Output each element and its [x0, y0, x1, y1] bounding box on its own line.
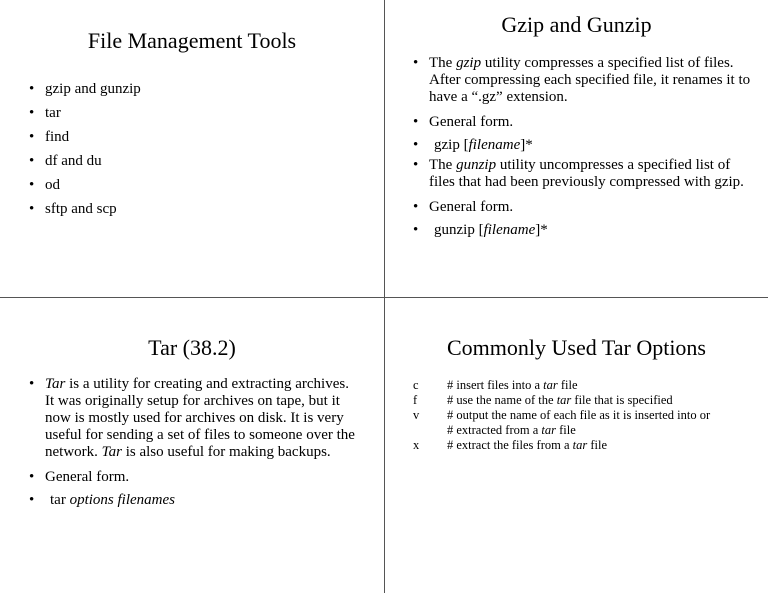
option-desc: # insert files into a tar file — [447, 378, 578, 392]
slide-gzip-gunzip — [384, 0, 768, 298]
bullet-item: • df and du — [29, 153, 369, 170]
option-row — [413, 438, 710, 453]
option-key: f — [413, 393, 418, 407]
bullet-list — [29, 376, 359, 509]
bullet-list — [413, 55, 753, 239]
slide-title: Gzip and Gunzip — [501, 12, 652, 37]
option-key: v — [413, 408, 420, 422]
bullet-item: • find — [29, 129, 369, 146]
option-key — [413, 423, 447, 438]
option-desc: # use the name of the tar file that is specified — [447, 393, 673, 407]
options-table — [413, 378, 710, 453]
slide-title: Tar (38.2) — [148, 335, 236, 360]
option-row — [413, 423, 710, 438]
syntax-line: • tar options filenames — [29, 492, 359, 509]
bullet-item: • tar — [29, 105, 369, 122]
bullet-item: • The gzip utility compresses a specified list of files. After compressing each specified file, it renames it to have a “.gz” extension. — [413, 55, 753, 106]
bullet-item: • sftp and scp — [29, 201, 369, 218]
option-row — [413, 393, 710, 408]
bullet-item: • General form. — [29, 469, 359, 486]
slide-tar-options — [384, 297, 768, 593]
option-key: c — [413, 378, 419, 392]
option-desc: # extracted from a tar file — [447, 423, 576, 437]
bullet-item: • General form. — [413, 199, 753, 216]
option-desc: # extract the files from a tar file — [447, 438, 608, 452]
command-name: gzip — [456, 55, 482, 71]
option-row — [413, 378, 710, 393]
bullet-list — [29, 81, 369, 218]
bullet-item: • Tar is a utility for creating and extracting archives. It was originally setup for archives on tape, but it now is mostly used for archives on disk. It is very useful for sending a set of files to someone over the network. Tar is also useful for making backups. — [29, 376, 359, 461]
syntax-line: • gzip [filename]* — [413, 137, 753, 154]
syntax-line: • gunzip [filename]* — [413, 222, 753, 239]
command-name: gunzip — [456, 157, 497, 173]
slide-title: Commonly Used Tar Options — [447, 335, 706, 360]
option-desc: # output the name of each file as it is inserted into or — [447, 408, 711, 422]
bullet-item: • gzip and gunzip — [29, 81, 369, 98]
slide-tar — [0, 297, 385, 593]
bullet-item: • General form. — [413, 114, 753, 131]
bullet-item: • od — [29, 177, 369, 194]
slide-file-management-tools — [0, 0, 385, 298]
bullet-item: • The gunzip utility uncompresses a specified list of files that had been previously compressed with gzip. — [413, 157, 753, 191]
option-row — [413, 408, 710, 423]
slide-title: File Management Tools — [87, 28, 297, 53]
option-key: x — [413, 438, 420, 452]
